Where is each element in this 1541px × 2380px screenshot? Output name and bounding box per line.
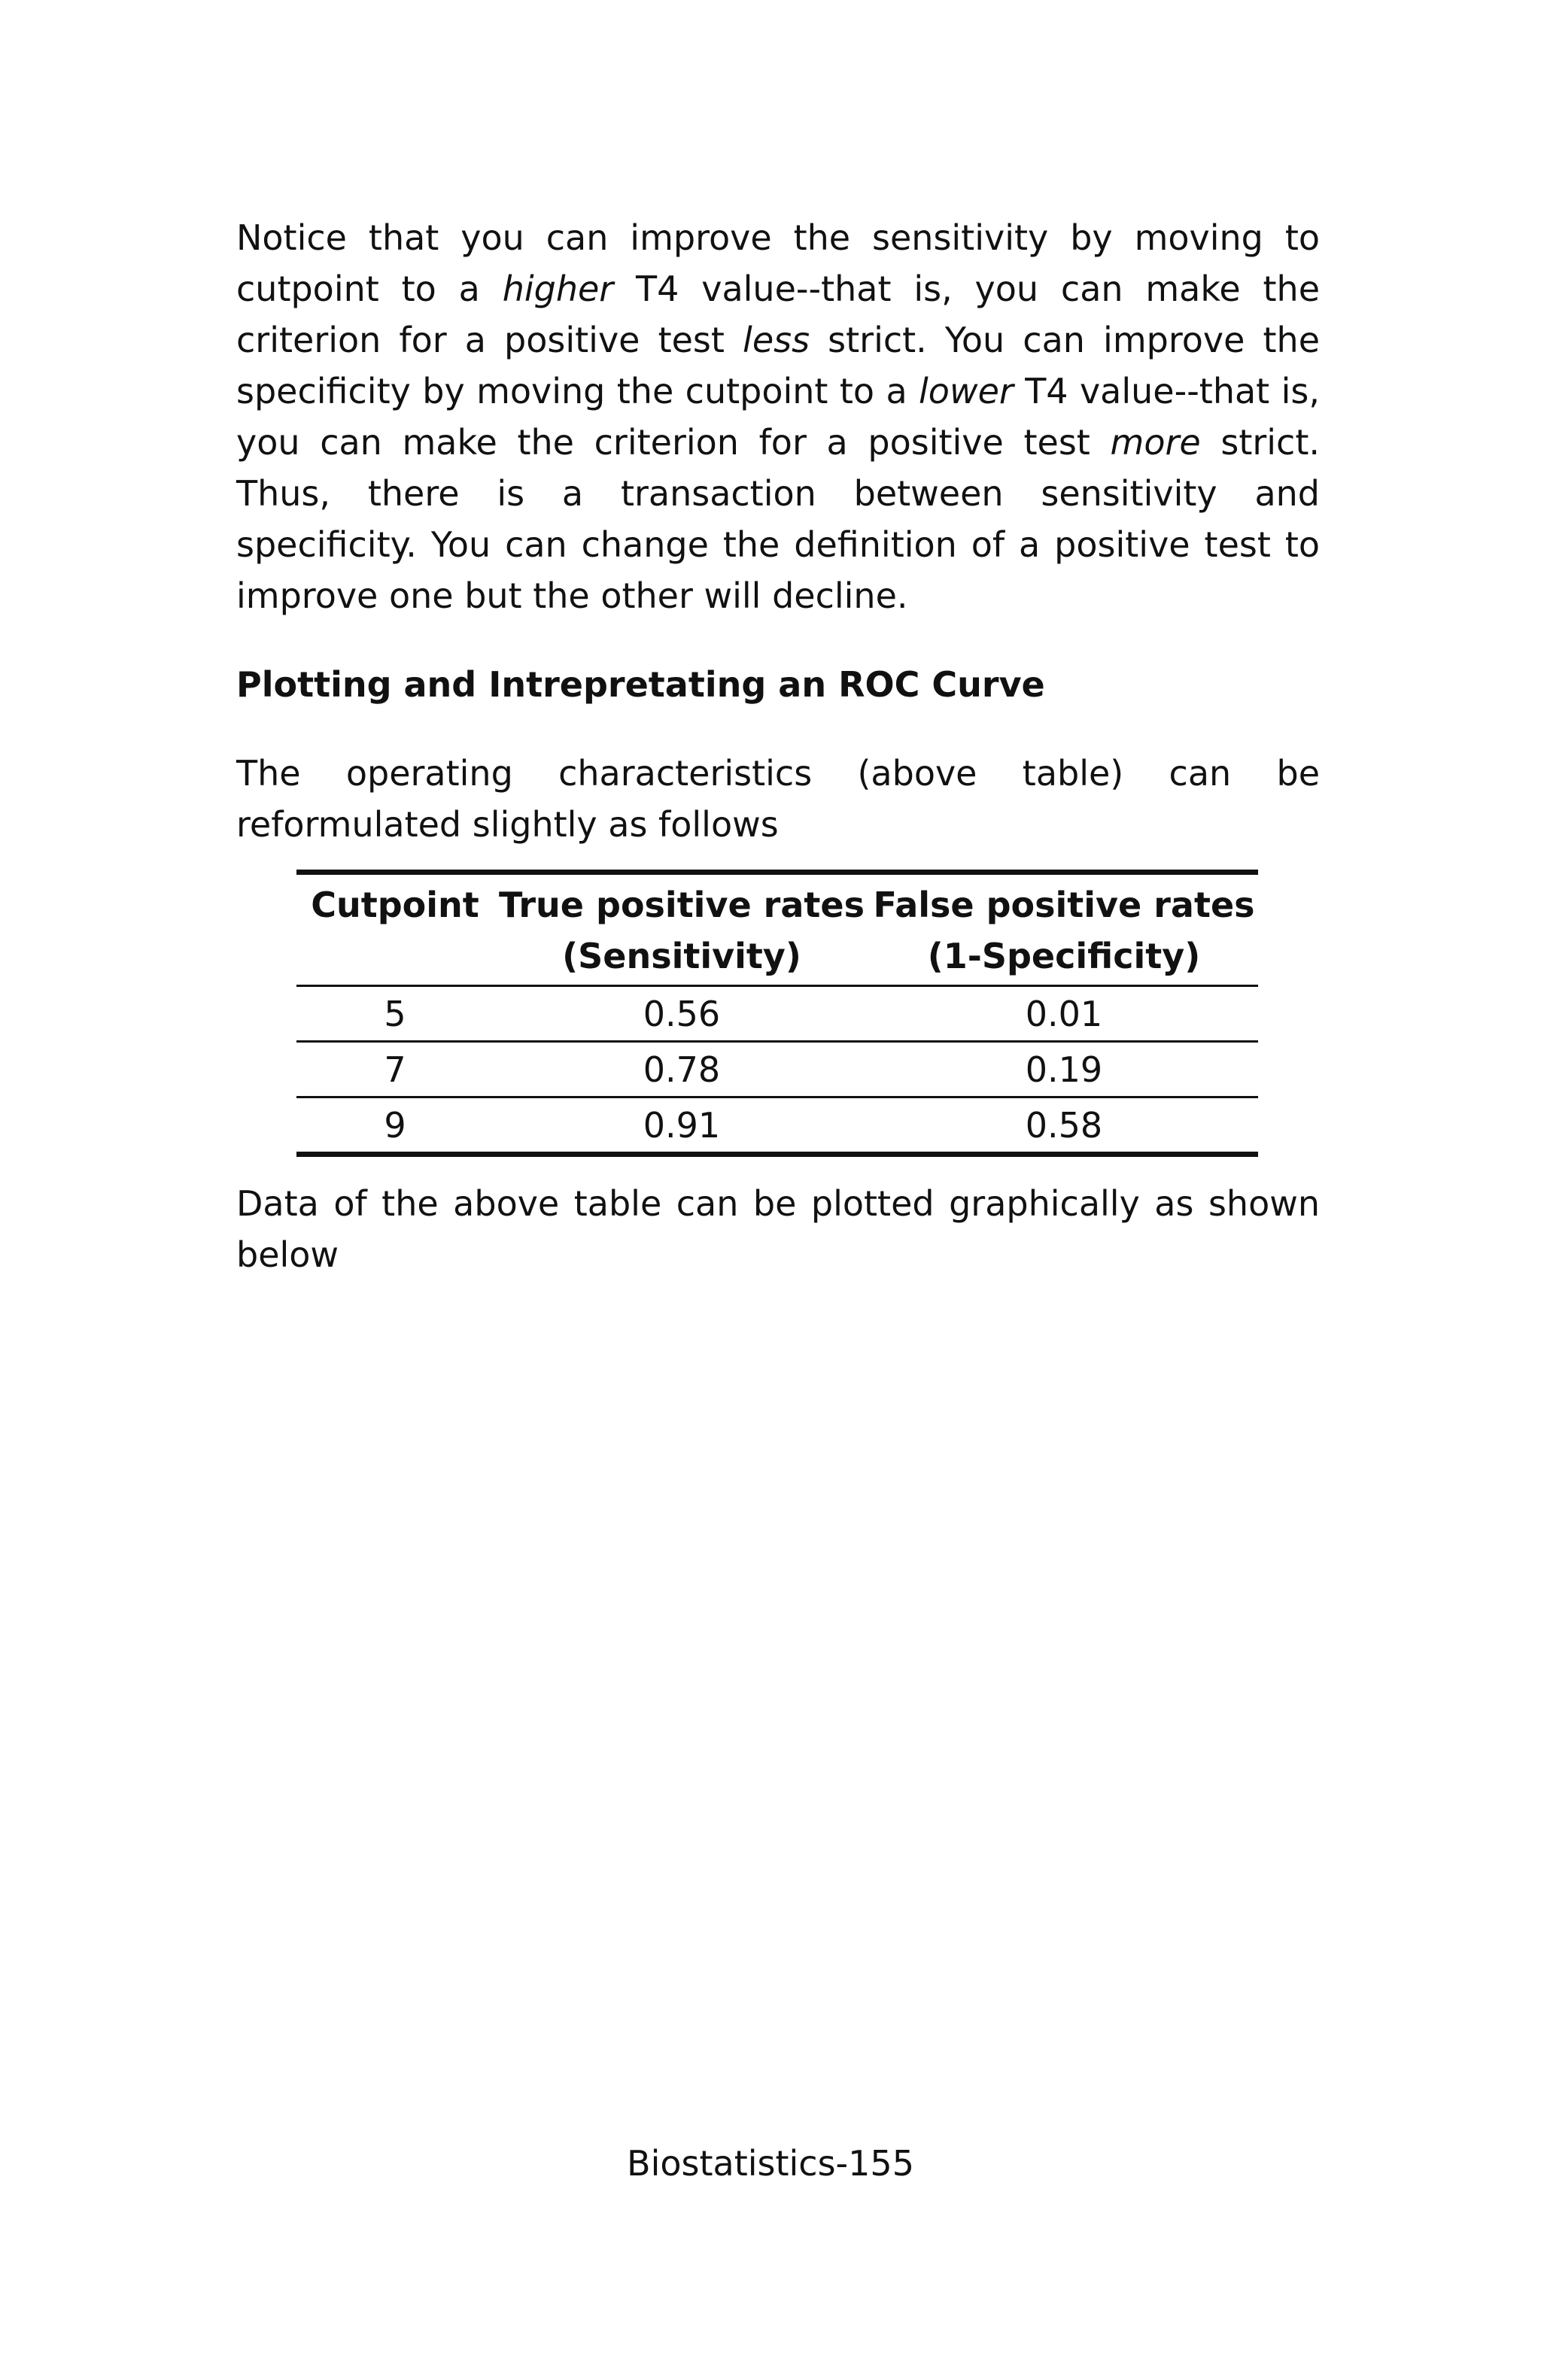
header-true-positive-line1: True positive rates [499,885,865,925]
intro-paragraph: The operating characteristics (above table) can be reformulated slightly as follows [236,753,1320,845]
table-row [296,986,1258,1042]
cell-cutpoint: 5 [384,994,406,1034]
cell-false-positive: 0.01 [1025,994,1103,1034]
para1-emphasis-more: more [1110,422,1201,463]
paragraph-sensitivity-specificity [236,212,1320,621]
header-false-positive [870,873,1258,986]
cell-false-positive: 0.58 [1025,1105,1103,1146]
para1-emphasis-higher: higher [502,269,614,309]
para1-text-3: strict. You can improve the specificity by moving the cutpoint to a [236,320,1320,411]
table-row [296,1097,1258,1155]
para1-emphasis-lower: lower [919,371,1014,411]
header-cutpoint [296,873,494,986]
section-heading: Plotting and Intrepretating an ROC Curve [236,664,1045,705]
cell-cutpoint: 9 [384,1105,406,1146]
table-row [296,1042,1258,1097]
operating-characteristics-table [296,870,1258,1157]
page-footer: Biostatistics-155 [627,2143,914,2184]
cell-false-positive: 0.19 [1025,1049,1103,1090]
para1-text-1: Notice that you can improve the sensitivity by moving to cutpoint to a [236,217,1320,309]
header-true-positive [494,873,870,986]
cell-true-positive: 0.56 [643,994,721,1034]
header-true-positive-line2: (Sensitivity) [562,936,801,976]
cell-cutpoint: 7 [384,1049,406,1090]
para1-text-5: strict. Thus, there is a transaction between sensitivity and specificity. You can change the definition of a positive test to improve one but the other will decline. [236,422,1321,616]
cell-true-positive: 0.78 [643,1049,721,1090]
roc-table [296,870,1258,1157]
table-header-row [296,873,1258,986]
header-false-positive-line1: False positive rates [873,885,1255,925]
cell-true-positive: 0.91 [643,1105,721,1146]
header-false-positive-line2: (1-Specificity) [927,936,1201,976]
after-table-paragraph: Data of the above table can be plotted graphically as shown below [236,1183,1320,1275]
page-content [236,212,1320,1280]
header-cutpoint-label: Cutpoint [311,885,479,925]
para1-emphasis-less: less [743,320,810,360]
para1-text-4: T4 value--that is, you can make the criterion for a positive test [236,371,1320,463]
para1-text-2: T4 value--that is, you can make the criterion for a positive test [236,269,1321,360]
